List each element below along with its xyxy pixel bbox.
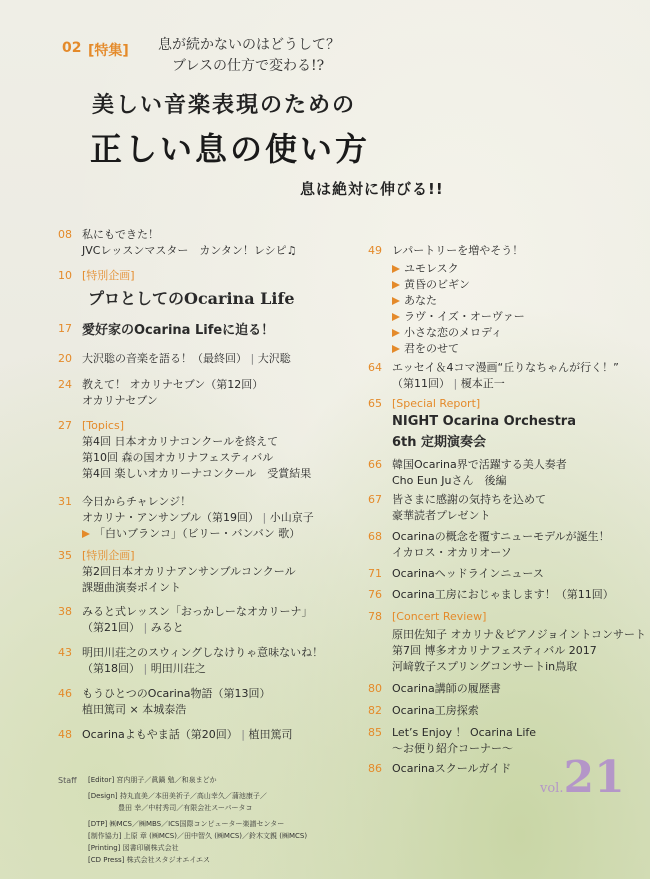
toc-entry[interactable]: Ocarina講師の履歴書 — [392, 682, 501, 695]
toc-entry-line: （第18回） | 明田川荘之 — [82, 662, 206, 675]
page-number: 24 — [58, 378, 72, 391]
feature-lead-2: ブレスの仕方で変わる!? — [172, 58, 325, 74]
toc-entry-line: （第11回） | 榎本正一 — [392, 377, 505, 390]
toc-entry-line: ～お便り紹介コーナー～ — [392, 742, 513, 755]
page-number: 67 — [368, 493, 382, 506]
toc-entry[interactable]: 教えて！ オカリナセブン（第12回） — [82, 378, 264, 391]
toc-entry-line: イカロス・オカリオーソ — [392, 546, 512, 559]
toc-entry[interactable]: みると式レッスン「おっかしーなオカリーナ」 — [82, 605, 313, 618]
toc-entry-line: JVCレッスンマスター カンタン！レシピ♫ — [82, 244, 297, 257]
page-number: 78 — [368, 610, 382, 623]
staff-credits — [88, 774, 307, 866]
staff-line: [DTP] ㈱MCS／㈱MBS／ICS国際コンピューター楽譜センター — [88, 820, 285, 828]
volume-number: vol.21 — [540, 752, 625, 803]
toc-entry[interactable]: 大沢聡の音楽を語る！（最終回） | 大沢聡 — [82, 352, 291, 365]
toc-entry[interactable]: 皆さまに感謝の気持ちを込めて — [392, 493, 546, 506]
feature-title-3: 息は絶対に伸びる!! — [300, 180, 444, 198]
page-number: 35 — [58, 549, 72, 562]
toc-song-entry[interactable]: 君をのせて — [392, 341, 459, 357]
page-number: 85 — [368, 726, 382, 739]
toc-entry-line: 6th 定期演奏会 — [392, 435, 487, 450]
section-tag: [Topics] — [82, 419, 124, 432]
toc-song-entry[interactable]: 黄昏のビギン — [392, 277, 470, 293]
page-number: 64 — [368, 361, 382, 374]
toc-entry[interactable]: Ocarinaの概念を覆すニューモデルが誕生！ — [392, 530, 610, 543]
toc-entry[interactable]: エッセイ＆4コマ漫画“丘りなちゃんが行く！” — [392, 361, 619, 374]
page-number: 66 — [368, 458, 382, 471]
staff-line: [Printing] 図書印刷株式会社 — [88, 844, 179, 852]
page-number: 17 — [58, 322, 72, 335]
toc-entry-line: （第21回） | みると — [82, 621, 184, 634]
page-number: 68 — [368, 530, 382, 543]
staff-line: [Editor] 宮内朋子／眞鍋 勉／和泉まどか — [88, 776, 217, 784]
toc-entry[interactable]: レパートリーを増やそう！ — [392, 244, 524, 257]
page-number: 65 — [368, 397, 382, 410]
toc-song-entry[interactable]: あなた — [392, 293, 437, 309]
orange-arrow-icon — [392, 313, 400, 321]
page-number: 31 — [58, 495, 72, 508]
section-tag: [特別企画] — [82, 549, 135, 562]
page-number: 46 — [58, 687, 72, 700]
page-number: 76 — [368, 588, 382, 601]
section-tag: [Concert Review] — [392, 610, 487, 623]
toc-entry[interactable]: 明田川荘之のスウィングしなけりゃ意味ないね！ — [82, 646, 324, 659]
toc-entry-line: オカリナ・アンサンブル（第19回） | 小山京子 — [82, 511, 314, 524]
page-number: 49 — [368, 244, 382, 257]
page-number: 10 — [58, 269, 72, 282]
orange-arrow-icon — [392, 265, 400, 273]
feature-title-1: 美しい音楽表現のための — [92, 92, 357, 118]
toc-entry[interactable]: 原田佐知子 オカリナ＆ピアノジョイントコンサート — [392, 628, 646, 641]
toc-entry[interactable]: Ocarina工房探索 — [392, 704, 479, 717]
toc-entry[interactable]: 韓国Ocarina界で活躍する美人奏者 — [392, 458, 567, 471]
orange-arrow-icon — [392, 297, 400, 305]
toc-entry[interactable]: 第4回 日本オカリナコンクールを終えて — [82, 435, 279, 448]
page-number: 27 — [58, 419, 72, 432]
page-number: 71 — [368, 567, 382, 580]
toc-entry-line: 豪華読者プレゼント — [392, 509, 491, 522]
toc-song-entry[interactable]: ユモレスク — [392, 261, 459, 277]
orange-arrow-icon — [392, 345, 400, 353]
staff-line: [制作協力] 上原 章 (㈱MCS)／田中智久 (㈱MCS)／鈴木文親 (㈱MCS) — [88, 832, 308, 840]
feature-title-2: 正しい息の使い方 — [90, 130, 371, 168]
toc-entry[interactable]: 河﨑敦子スプリングコンサートin鳥取 — [392, 660, 578, 673]
section-tag: [Special Report] — [392, 397, 481, 410]
toc-entry[interactable]: 私にもできた！ — [82, 228, 159, 241]
orange-arrow-icon — [82, 530, 90, 538]
toc-entry[interactable]: 第10回 森の国オカリナフェスティバル — [82, 451, 274, 464]
orange-arrow-icon — [392, 281, 400, 289]
toc-entry-author: 植田篤司 × 本城泰浩 — [82, 703, 187, 716]
page-number: 86 — [368, 762, 382, 775]
toc-entry[interactable]: 第2回日本オカリナアンサンブルコンクール — [82, 565, 296, 578]
toc-entry[interactable]: 第7回 博多オカリナフェスティバル 2017 — [392, 644, 597, 657]
staff-line: 豊田 幸／中村秀司／有限会社スーパータコ — [118, 804, 253, 812]
staff-line: [Design] 持丸直美／本田美祈子／高山幸久／蒲池康子／ — [88, 792, 267, 800]
page-number: 20 — [58, 352, 72, 365]
feature-lead-1: 息が続かないのはどうして？ — [158, 37, 340, 53]
section-tag: [特別企画] — [82, 269, 135, 282]
feature-label: [特集] — [88, 43, 129, 59]
toc-entry[interactable]: もうひとつのOcarina物語（第13回） — [82, 687, 271, 700]
page-number: 80 — [368, 682, 382, 695]
toc-entry[interactable]: Ocarinaスクールガイド — [392, 762, 512, 775]
toc-entry[interactable]: Ocarina工房におじゃまします！（第11回） — [392, 588, 614, 601]
toc-entry-line: Cho Eun Juさん 後編 — [392, 474, 507, 487]
toc-entry-author: オカリナセブン — [82, 394, 158, 407]
toc-entry[interactable]: 第4回 楽しいオカリーナコンクール 受賞結果 — [82, 467, 312, 480]
feature-number: 02 — [62, 40, 82, 56]
page-number: 82 — [368, 704, 382, 717]
toc-song-entry[interactable]: 小さな恋のメロディ — [392, 325, 502, 341]
toc-entry[interactable]: 愛好家のOcarina Lifeに迫る！ — [82, 323, 275, 338]
staff-line: [CD Press] 株式会社スタジオエイエス — [88, 856, 211, 864]
toc-entry[interactable]: Ocarinaよもやま話（第20回） | 植田篤司 — [82, 728, 293, 741]
toc-song-entry[interactable]: ラヴ・イズ・オーヴァー — [392, 309, 525, 325]
page-number: 38 — [58, 605, 72, 618]
staff-label: Staff — [58, 776, 77, 785]
toc-entry[interactable]: Let’s Enjoy ！ Ocarina Life — [392, 726, 537, 739]
toc-entry[interactable]: Ocarinaヘッドラインニュース — [392, 567, 544, 580]
toc-song-entry[interactable]: 「白いブランコ」（ビリー・バンバン 歌） — [82, 526, 300, 542]
toc-entry[interactable]: 今日からチャレンジ！ — [82, 495, 192, 508]
toc-entry-line: 課題曲演奏ポイント — [82, 581, 181, 594]
page-number: 48 — [58, 728, 72, 741]
page-number: 43 — [58, 646, 72, 659]
toc-entry[interactable]: プロとしてのOcarina Life — [88, 289, 295, 308]
toc-entry[interactable]: NIGHT Ocarina Orchestra — [392, 414, 576, 429]
orange-arrow-icon — [392, 329, 400, 337]
page-number: 08 — [58, 228, 72, 241]
